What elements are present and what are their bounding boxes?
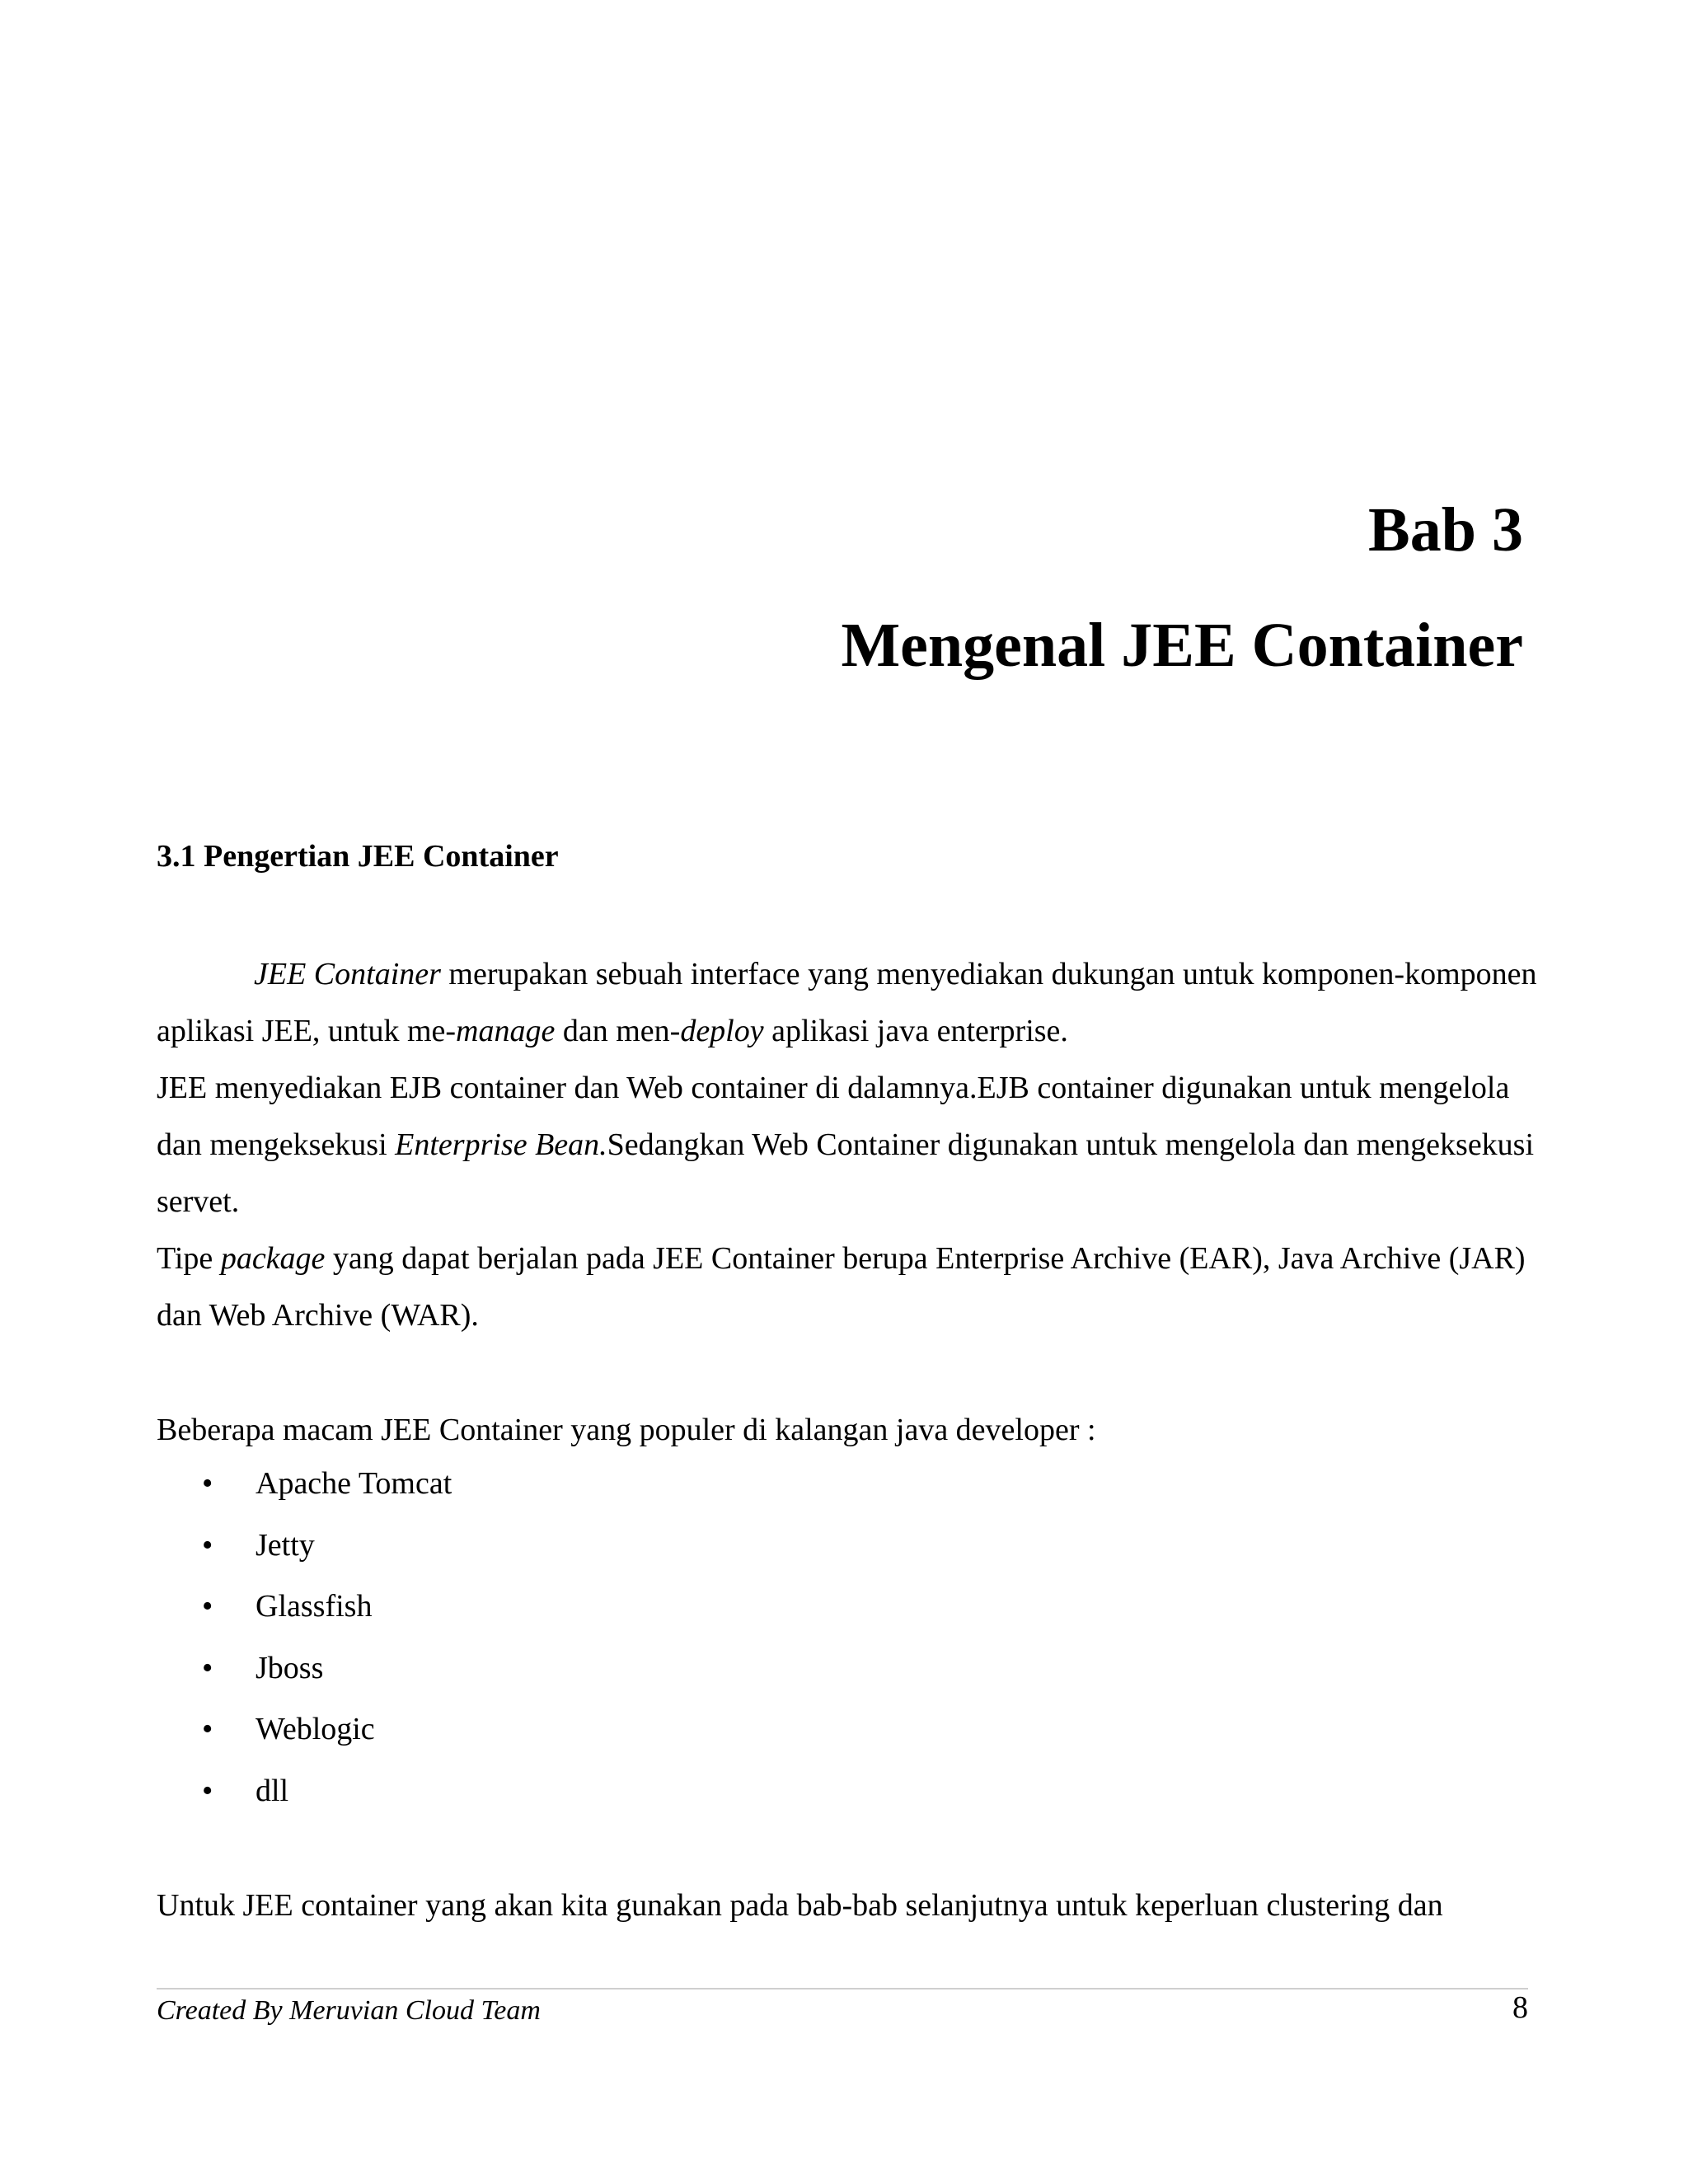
bullet-icon: • [202, 1773, 213, 1808]
list-item-label: Apache Tomcat [256, 1466, 452, 1501]
list-item-label: Jetty [256, 1527, 315, 1563]
list-item-label: dll [256, 1773, 289, 1808]
section-heading: 3.1 Pengertian JEE Container [157, 839, 559, 874]
bullet-icon: • [202, 1712, 213, 1746]
paragraph-text: aplikasi java enterprise. [763, 1014, 1068, 1048]
term-enterprise-bean: Enterprise Bean. [395, 1127, 607, 1162]
list-item [157, 1773, 452, 1835]
container-list [157, 1465, 452, 1834]
paragraph-definition [157, 946, 1541, 1060]
paragraph-text: dan men- [555, 1014, 681, 1048]
term-deploy: deploy [680, 1014, 764, 1048]
paragraph-text: yang dapat berjalan pada JEE Container berupa Enterprise Archive (EAR), Java Archive (JAR) dan Web Archive (WAR). [157, 1241, 1526, 1333]
list-intro: Beberapa macam JEE Container yang populer di kalangan java developer : [157, 1413, 1096, 1447]
paragraph-text: JEE menyediakan EJB container dan Web container di dalamnya.EJB container digunakan untuk mengelola dan mengeksekusi [157, 1071, 1510, 1162]
list-item [157, 1711, 452, 1773]
bullet-icon: • [202, 1527, 213, 1563]
term-manage: manage [456, 1014, 556, 1048]
term-package: package [220, 1241, 326, 1276]
paragraph-text: merupakan sebuah interface yang menyediakan dukungan untuk komponen-komponen aplikasi JEE, untuk me- [157, 957, 1537, 1048]
bullet-icon: • [202, 1589, 213, 1624]
page-number: 8 [1512, 1990, 1528, 2025]
list-item [157, 1650, 452, 1712]
paragraph-indent [157, 957, 254, 991]
list-item [157, 1588, 452, 1650]
bullet-icon: • [202, 1466, 213, 1501]
chapter-number: Bab 3 [1368, 495, 1523, 565]
paragraph-package-types [157, 1230, 1541, 1344]
paragraph-text: Sedangkan Web Container digunakan untuk mengelola dan mengeksekusi servet. [157, 1127, 1535, 1219]
bullet-icon: • [202, 1650, 213, 1685]
paragraph-text: Tipe [157, 1241, 221, 1276]
list-item [157, 1527, 452, 1589]
footer-credit: Created By Meruvian Cloud Team [157, 1995, 541, 2026]
list-item [157, 1465, 452, 1527]
chapter-title: Mengenal JEE Container [841, 611, 1523, 680]
footer-divider [157, 1988, 1528, 1990]
term-jee-container: JEE Container [254, 957, 441, 991]
list-item-label: Glassfish [256, 1589, 373, 1624]
body-text [157, 946, 1541, 1344]
closing-paragraph: Untuk JEE container yang akan kita gunakan pada bab-bab selanjutnya untuk keperluan clustering dan [157, 1888, 1443, 1923]
list-item-label: Jboss [256, 1650, 324, 1685]
list-item-label: Weblogic [256, 1712, 375, 1746]
paragraph-containers [157, 1060, 1541, 1230]
